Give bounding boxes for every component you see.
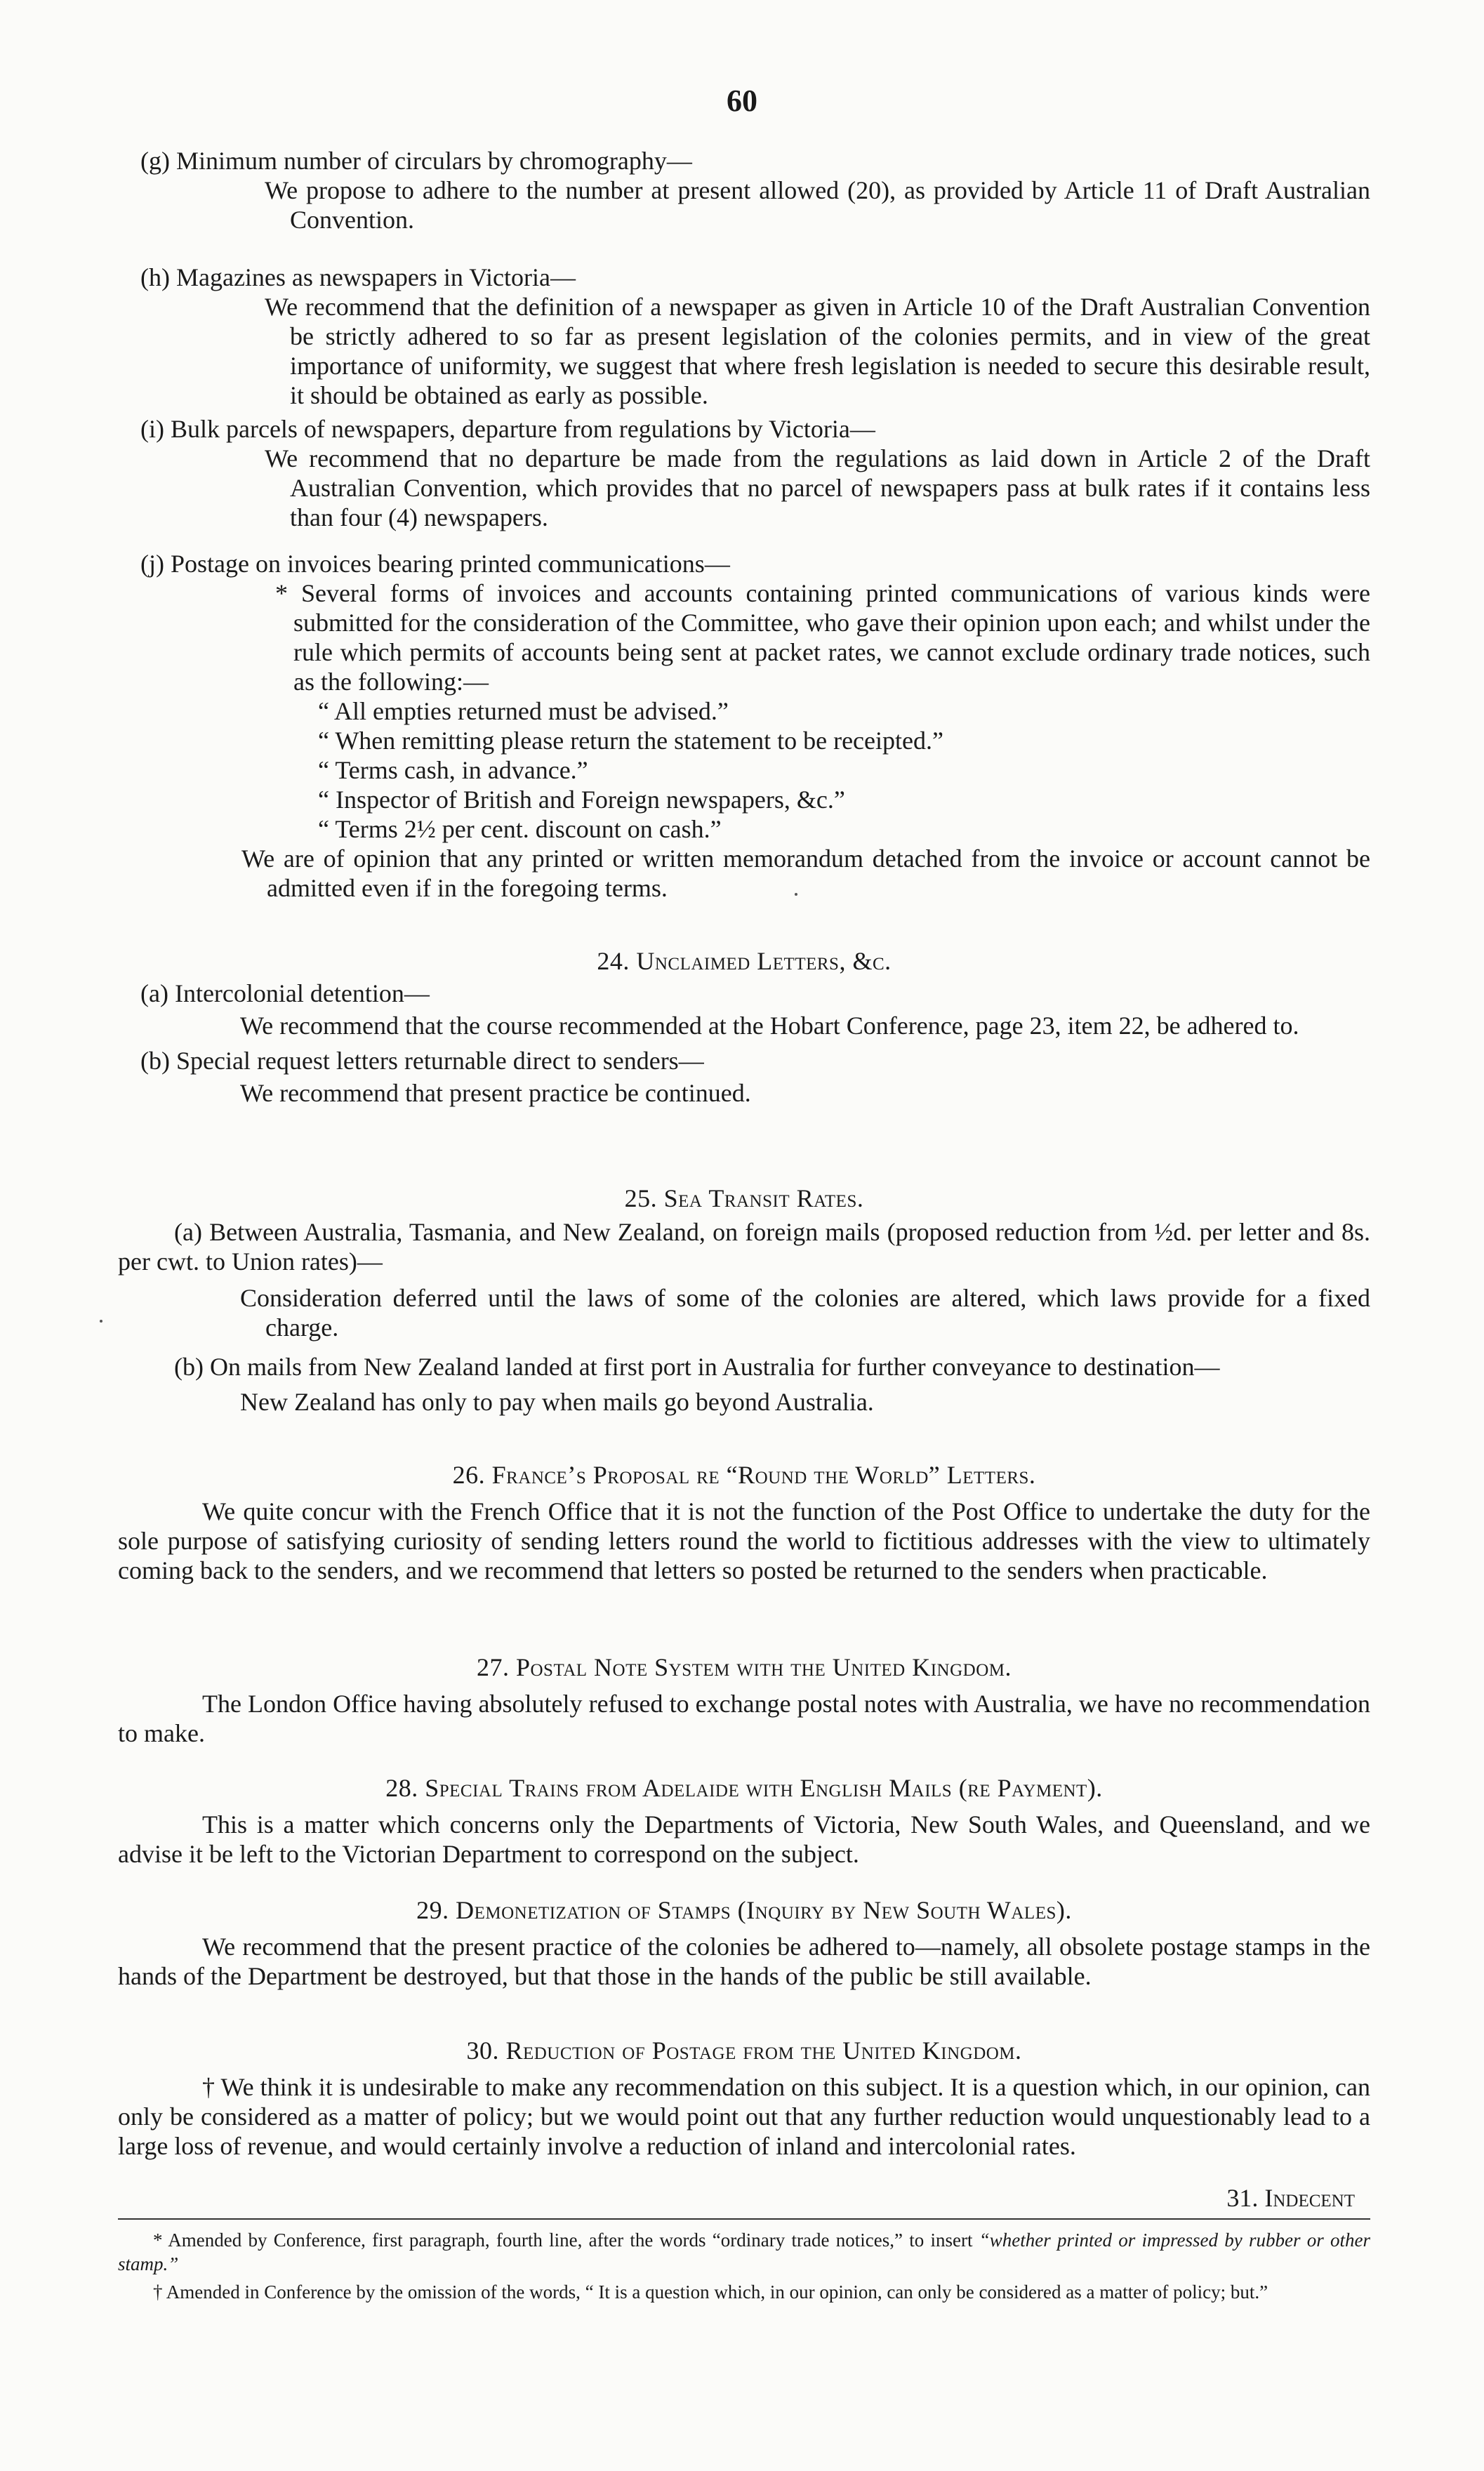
item-j-label: (j) Postage on invoices bearing printed communications—	[140, 550, 730, 578]
section-27-body: The London Office having absolutely refused to exchange postal notes with Australia, we have no recommendation to make.	[118, 1690, 1370, 1747]
section-28	[118, 1773, 1370, 1869]
section-28-heading: 28. Special Trains from Adelaide with English Mails (re Payment).	[385, 1774, 1103, 1802]
section-24	[118, 946, 1370, 1108]
section-26-body: We quite concur with the French Office that it is not the function of the Post Office to undertake the duty for the sole purpose of satisfying curiosity of sending letters round the world to fictitious addresses with the view to ultimately coming back to the senders, and we recommend that letters so posted be returned to the senders when practicable.	[118, 1497, 1370, 1584]
section-26-heading: 26. France’s Proposal re “Round the World” Letters.	[452, 1461, 1036, 1489]
section-24-a-body: We recommend that the course recommended at the Hobart Conference, page 23, item 22, be adhered to.	[240, 1012, 1299, 1040]
section-25-a-text: (a) Between Australia, Tasmania, and New Zealand, on foreign mails (proposed reduction from ½d. per letter and 8s. per cwt. to Union rates)—	[118, 1218, 1370, 1276]
section-30-body: † We think it is undesirable to make any recommendation on this subject. It is a question which, in our opinion, can only be considered as a matter of policy; but we would point out that any further reduction would unquestionably lead to a large loss of revenue, and would certainly involve a reduction of inland and intercolonial rates.	[118, 2073, 1370, 2160]
item-g-body: We propose to adhere to the number at present allowed (20), as provided by Article 11 of Draft Australian Convention.	[265, 176, 1370, 234]
section-29-body: We recommend that the present practice of the colonies be adhered to—namely, all obsolete postage stamps in the hands of the Department be destroyed, but that those in the hands of the public be still available.	[118, 1933, 1370, 1990]
paper-speck	[795, 893, 797, 896]
section-25	[118, 1184, 1370, 1417]
section-30-heading: 30. Reduction of Postage from the United Kingdom.	[466, 2036, 1022, 2065]
section-28-body: This is a matter which concerns only the Departments of Victoria, New South Wales, and Queensland, and we advise it be left to the Victorian Department to correspond on the subject.	[118, 1810, 1370, 1868]
section-29	[118, 1895, 1370, 1991]
footnote-rule	[118, 2218, 1370, 2220]
catchword: 31. Indecent	[1226, 2184, 1355, 2212]
page-number: 60	[727, 84, 757, 118]
item-h-body: We recommend that the definition of a newspaper as given in Article 10 of the Draft Australian Convention be strictly adhered to so far as present legislation of the colonies permits, and in view of the great importance of uniformity, we suggest that where fresh legislation is needed to secure this desirable result, it should be obtained as early as possible.	[265, 293, 1370, 409]
paper-speck	[100, 1320, 102, 1323]
section-27	[118, 1652, 1370, 1748]
item-i-label: (i) Bulk parcels of newspapers, departure from regulations by Victoria—	[140, 415, 875, 443]
item-i-body: We recommend that no departure be made from the regulations as laid down in Article 2 of the Draft Australian Convention, which provides that no parcel of newspapers pass at bulk rates if it contains less than four (4) newspapers.	[265, 444, 1370, 531]
section-26	[118, 1460, 1370, 1585]
item-h-label: (h) Magazines as newspapers in Victoria—	[140, 263, 576, 291]
section-25-heading: 25. Sea Transit Rates.	[624, 1184, 864, 1212]
footnote-star-italic: “whether printed or impressed by rubber or other stamp.”	[118, 2230, 1370, 2274]
item-j-quote: “ All empties returned must be advised.”	[318, 697, 729, 725]
item-j	[118, 549, 1370, 903]
footnote-star	[118, 2228, 1370, 2276]
item-h	[118, 263, 1370, 410]
section-29-heading: 29. Demonetization of Stamps (Inquiry by New South Wales).	[416, 1896, 1072, 1924]
section-25-a-body: Consideration deferred until the laws of some of the colonies are altered, which laws provide for a fixed charge.	[240, 1284, 1370, 1342]
section-24-b-body: We recommend that present practice be continued.	[240, 1079, 751, 1107]
item-j-quote: “ When remitting please return the statement to be receipted.”	[318, 727, 943, 755]
item-i	[118, 414, 1370, 532]
section-24-a-label: (a) Intercolonial detention—	[140, 979, 430, 1007]
item-j-conclusion: We are of opinion that any printed or written memorandum detached from the invoice or account cannot be admitted even if in the foregoing terms.	[241, 844, 1370, 902]
section-25-b-text: (b) On mails from New Zealand landed at first port in Australia for further conveyance to destination—	[174, 1353, 1220, 1381]
section-24-b-label: (b) Special request letters returnable direct to senders—	[140, 1047, 704, 1075]
item-j-body: * Several forms of invoices and accounts containing printed communications of various kinds were submitted for the consideration of the Committee, who gave their opinion upon each; and whilst under the rule which permits of accounts being sent at packet rates, we cannot exclude ordinary trade notices, such as the following:—	[275, 579, 1370, 696]
section-24-heading: 24. Unclaimed Letters, &c.	[597, 947, 892, 975]
footnote-dagger: † Amended in Conference by the omission of the words, “ It is a question which, in our opinion, can only be considered as a matter of policy; but.”	[153, 2281, 1268, 2303]
item-j-quote: “ Terms cash, in advance.”	[318, 756, 588, 784]
item-g	[118, 146, 1370, 234]
section-30	[118, 2036, 1370, 2161]
item-g-label: (g) Minimum number of circulars by chromography—	[140, 147, 692, 175]
section-27-heading: 27. Postal Note System with the United Kingdom.	[476, 1653, 1012, 1681]
footnotes	[118, 2228, 1370, 2304]
footnote-star-text: * Amended by Conference, first paragraph, fourth line, after the words “ordinary trade notices,” to insert	[153, 2230, 973, 2251]
item-j-quote: “ Terms 2½ per cent. discount on cash.”	[318, 815, 722, 843]
item-j-quote: “ Inspector of British and Foreign newspapers, &c.”	[318, 786, 845, 814]
section-25-b-body: New Zealand has only to pay when mails go beyond Australia.	[240, 1388, 874, 1416]
